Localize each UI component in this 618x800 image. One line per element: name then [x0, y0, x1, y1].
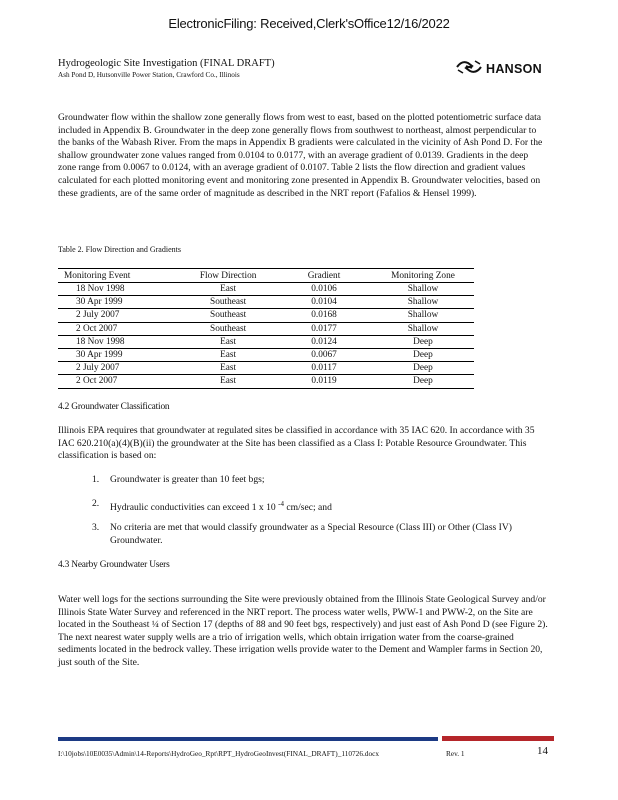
col-header-direction: Flow Direction [180, 269, 276, 283]
col-header-zone: Monitoring Zone [372, 269, 474, 283]
cell-gradient: 0.0117 [276, 362, 372, 375]
list-number: 2. [92, 498, 100, 509]
table-row [58, 348, 474, 361]
cell-direction: East [180, 348, 276, 361]
cell-direction: Southeast [180, 309, 276, 322]
cell-gradient: 0.0119 [276, 375, 372, 388]
exponent: -4 [278, 500, 284, 508]
page-number: 14 [537, 745, 548, 757]
cell-zone: Shallow [372, 309, 474, 322]
criteria-list-item-1 [92, 474, 522, 487]
cell-event: 2 Oct 2007 [58, 375, 180, 388]
table-row [58, 375, 474, 388]
section-heading-users: 4.3 Nearby Groundwater Users [58, 560, 170, 570]
cell-direction: East [180, 335, 276, 348]
cell-event: 2 Oct 2007 [58, 322, 180, 335]
list-item-text-suffix: cm/sec; and [283, 502, 332, 514]
cell-event: 18 Nov 1998 [58, 283, 180, 296]
cell-zone: Deep [372, 362, 474, 375]
footer-rule-blue [58, 737, 438, 741]
table-row [58, 335, 474, 348]
cell-gradient: 0.0168 [276, 309, 372, 322]
users-paragraph: Water well logs for the sections surrounding the Site were previously obtained from the Illinois State Geological Survey and/or Illinois State Water Survey and referenced in the NRT report. The process water wells, PWW-1 and PWW-2, on the Site are located in the Southeast ¼ of Section 17 (depths of 88 and 90 feet bgs, respectively) and just east of Ash Pond D (see Figure 2). The next nearest water supply wells are a trio of irrigation wells, which obtain irrigation water from the coarse-grained sediments located in the bedrock valley. These irrigation wells provide water to the Dement and Wampler farms in Section 20, just south of the Site. [58, 594, 548, 668]
cell-zone: Shallow [372, 296, 474, 309]
flow-gradient-table [58, 268, 474, 389]
cell-event: 18 Nov 1998 [58, 335, 180, 348]
cell-zone: Deep [372, 348, 474, 361]
cell-event: 30 Apr 1999 [58, 296, 180, 309]
cell-event: 2 July 2007 [58, 362, 180, 375]
document-title: Hydrogeologic Site Investigation (FINAL DRAFT) [58, 58, 275, 69]
cell-zone: Shallow [372, 322, 474, 335]
col-header-event: Monitoring Event [58, 269, 180, 283]
cell-gradient: 0.0177 [276, 322, 372, 335]
filing-stamp: ElectronicFiling: Received,Clerk'sOffice12/16/2022 [168, 16, 450, 31]
table-header-row [58, 269, 474, 283]
criteria-list-item-3 [92, 522, 522, 547]
table-row [58, 309, 474, 322]
document-subtitle: Ash Pond D, Hutsonville Power Station, Crawford Co., Illinois [58, 71, 240, 79]
list-item-text: No criteria are met that would classify groundwater as a Special Resource (Class III) or Other (Class IV) Groundwater. [110, 522, 513, 546]
list-number: 1. [92, 474, 100, 485]
hanson-hands-icon [455, 58, 483, 81]
cell-direction: Southeast [180, 296, 276, 309]
hanson-logo [455, 58, 547, 80]
table-row [58, 362, 474, 375]
flow-paragraph: Groundwater flow within the shallow zone generally flows from west to east, based on the plotted potentiometric surface data included in Appendix B. Groundwater in the deep zone generally flows from southwest to northeast, almost perpendicular to the banks of the Wabash River. From the maps in Appendix B gradients were calculated in the vicinity of Ash Pond D. For the shallow groundwater zone values ranged from 0.0104 to 0.0177, with an average gradient of 0.0139. Gradients in the deep zone range from 0.0067 to 0.0124, with an average gradient of 0.0107. Table 2 lists the flow direction and gradient values calculated for each plotted monitoring event and monitoring zone presented in Appendix B. Groundwater velocities, based on these gradients, are of the same order of magnitude as described in the NRT report (Fafalios & Hensel 1999). [58, 112, 543, 199]
cell-gradient: 0.0106 [276, 283, 372, 296]
cell-zone: Deep [372, 375, 474, 388]
list-item-text: Hydraulic conductivities can exceed 1 x 10 [110, 502, 276, 514]
list-item-text: Groundwater is greater than 10 feet bgs; [110, 474, 265, 485]
cell-zone: Shallow [372, 283, 474, 296]
cell-event: 2 July 2007 [58, 309, 180, 322]
table-row [58, 296, 474, 309]
table-row [58, 283, 474, 296]
cell-direction: East [180, 283, 276, 296]
cell-zone: Deep [372, 335, 474, 348]
cell-gradient: 0.0124 [276, 335, 372, 348]
cell-direction: East [180, 375, 276, 388]
cell-gradient: 0.0104 [276, 296, 372, 309]
cell-direction: East [180, 362, 276, 375]
footer-revision: Rev. 1 [446, 749, 465, 758]
footer-file-path: I:\10jobs\10E0035\Admin\14-Reports\HydroGeo_Rpt\RPT_HydroGeoInvest(FINAL_DRAFT)_110726.docx [58, 749, 379, 758]
cell-gradient: 0.0067 [276, 348, 372, 361]
criteria-list-item-2 [92, 498, 522, 515]
classification-paragraph: Illinois EPA requires that groundwater at regulated sites be classified in accordance with 35 IAC 620. In accordance with 35 IAC 620.210(a)(4)(B)(ii) the groundwater at the Site has been classified as a Class I: Potable Resource Groundwater. This classification is based on: [58, 425, 535, 462]
footer-rule-red [442, 736, 554, 741]
table-caption: Table 2. Flow Direction and Gradients [58, 245, 181, 254]
table-row [58, 322, 474, 335]
logo-wordmark: HANSON [486, 62, 542, 76]
cell-event: 30 Apr 1999 [58, 348, 180, 361]
section-heading-classification: 4.2 Groundwater Classification [58, 402, 170, 412]
cell-direction: Southeast [180, 322, 276, 335]
footer-rule [58, 737, 554, 741]
list-number: 3. [92, 522, 100, 533]
col-header-gradient: Gradient [276, 269, 372, 283]
